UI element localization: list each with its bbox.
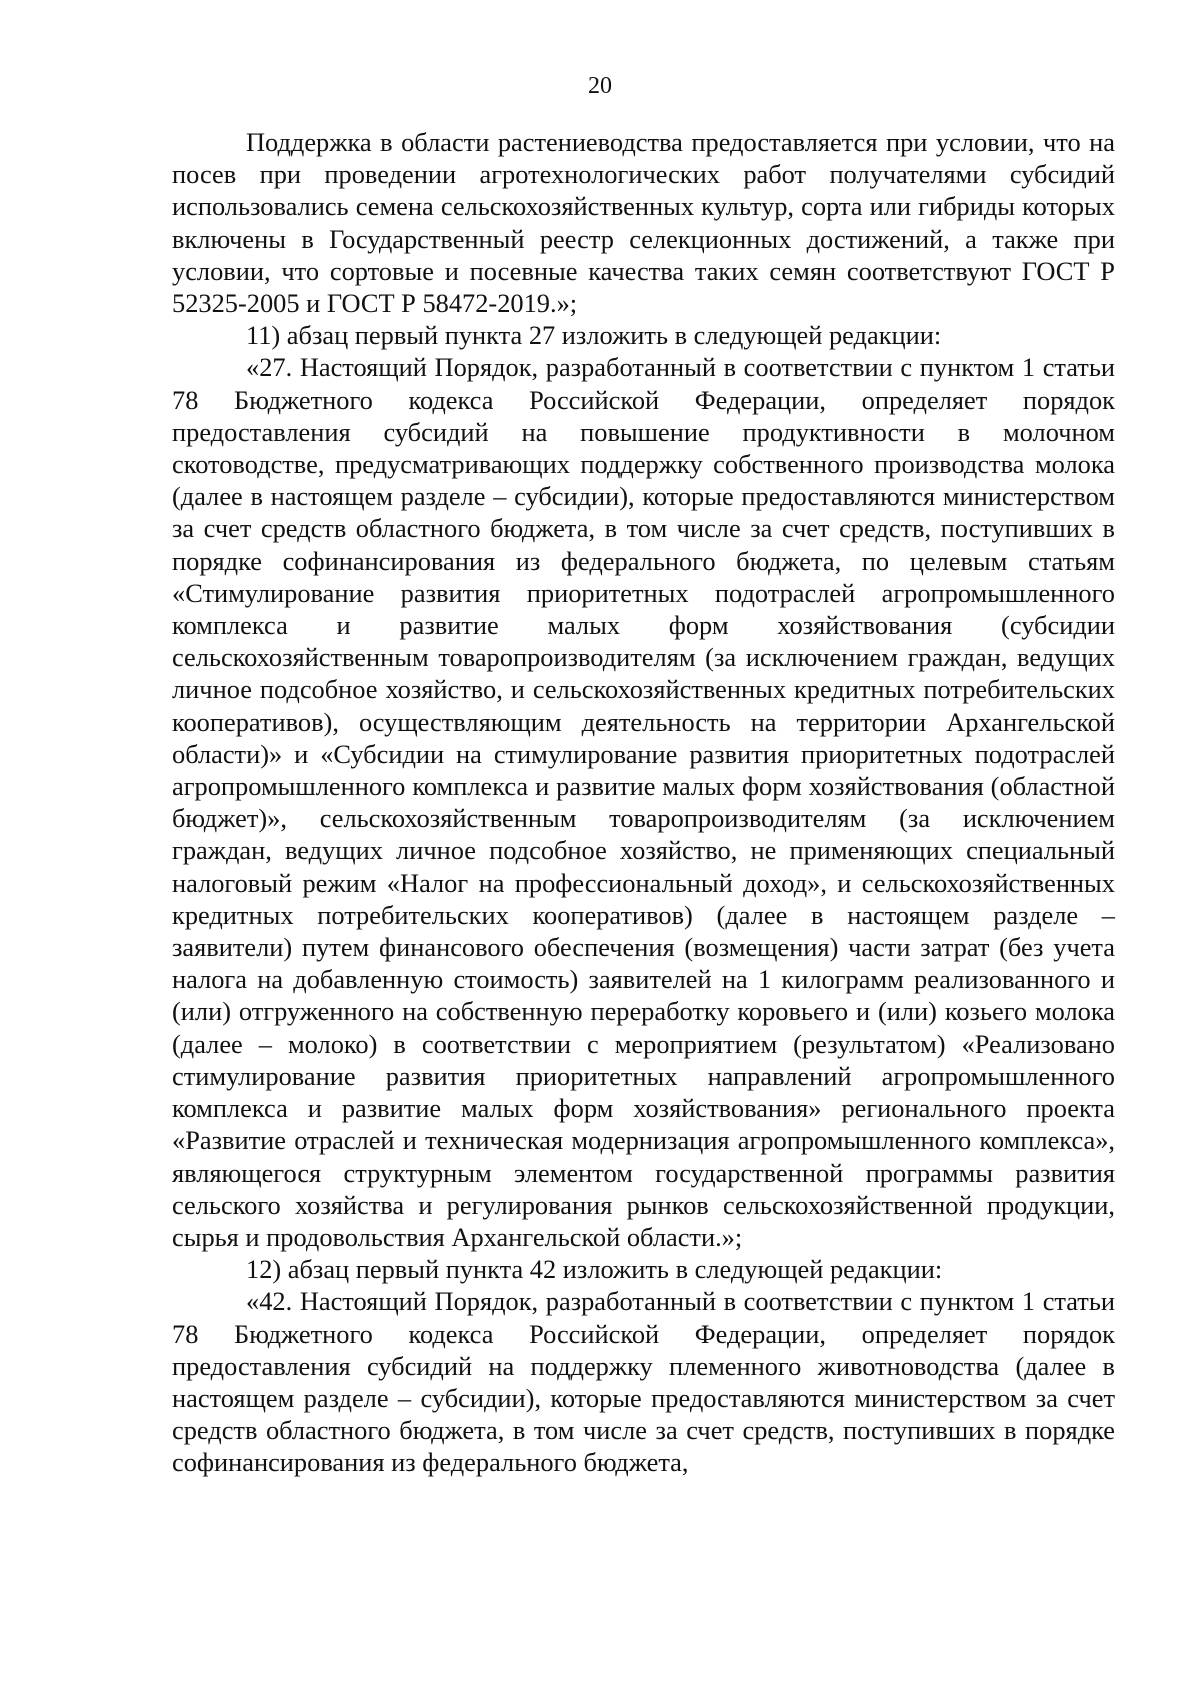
document-body [172,126,1115,1479]
paragraph-clause-27: «27. Настоящий Порядок, разработанный в соответствии с пунктом 1 статьи 78 Бюджетного кодекса Российской Федерации, определяет порядок предоставления субсидий на повышение продуктивности в молочном скотоводстве, предусматривающих поддержку собственного производства молока (далее в настоящем разделе – субсидии), которые предоставляются министерством за счет средств областного бюджета, в том числе за счет средств, поступивших в порядке софинансирования из федерального бюджета, по целевым статьям «Стимулирование развития приоритетных подотраслей агропромышленного комплекса и развитие малых форм хозяйствования (субсидии сельскохозяйственным товаропроизводителям (за исключением граждан, ведущих личное подсобное хозяйство, и сельскохозяйственных кредитных потребительских кооперативов), осуществляющим деятельность на территории Архангельской области)» и «Субсидии на стимулирование развития приоритетных подотраслей агропромышленного комплекса и развитие малых форм хозяйствования (областной бюджет)», сельскохозяйственным товаропроизводителям (за исключением граждан, ведущих личное подсобное хозяйство, не применяющих специальный налоговый режим «Налог на профессиональный доход», и сельскохозяйственных кредитных потребительских кооперативов) (далее в настоящем разделе – заявители) путем финансового обеспечения (возмещения) части затрат (без учета налога на добавленную стоимость) заявителей на 1 килограмм реализованного и (или) отгруженного на собственную переработку коровьего и (или) козьего молока (далее – молоко) в соответствии с мероприятием (результатом) «Реализовано стимулирование развития приоритетных направлений агропромышленного комплекса и развитие малых форм хозяйствования» регионального проекта «Развитие отраслей и техническая модернизация агропромышленного комплекса», являющегося структурным элементом государственной программы развития сельского хозяйства и регулирования рынков сельскохозяйственной продукции, сырья и продовольствия Архангельской области.»; [172,352,1115,1252]
paragraph-crop-support-condition: Поддержка в области растениеводства предоставляется при условии, что на посев при проведении агротехнологических работ получателями субсидий использовались семена сельскохозяйственных культур, сорта или гибриды которых включены в Государственный реестр селекционных достижений, а также при условии, что сортовые и посевные качества таких семян соответствуют ГОСТ Р 52325-2005 и ГОСТ Р 58472-2019.»; [172,127,1115,319]
paragraph-clause-42: «42. Настоящий Порядок, разработанный в соответствии с пунктом 1 статьи 78 Бюджетного кодекса Российской Федерации, определяет порядок предоставления субсидий на поддержку племенного животноводства (далее в настоящем разделе – субсидии), которые предоставляются министерством за счет средств областного бюджета, в том числе за счет средств, поступивших в порядке софинансирования из федерального бюджета, [172,1286,1115,1478]
paragraph-amendment-11: 11) абзац первый пункта 27 изложить в следующей редакции: [246,320,942,351]
page-number: 20 [588,73,612,99]
paragraph-amendment-12: 12) абзац первый пункта 42 изложить в следующей редакции: [246,1254,943,1285]
